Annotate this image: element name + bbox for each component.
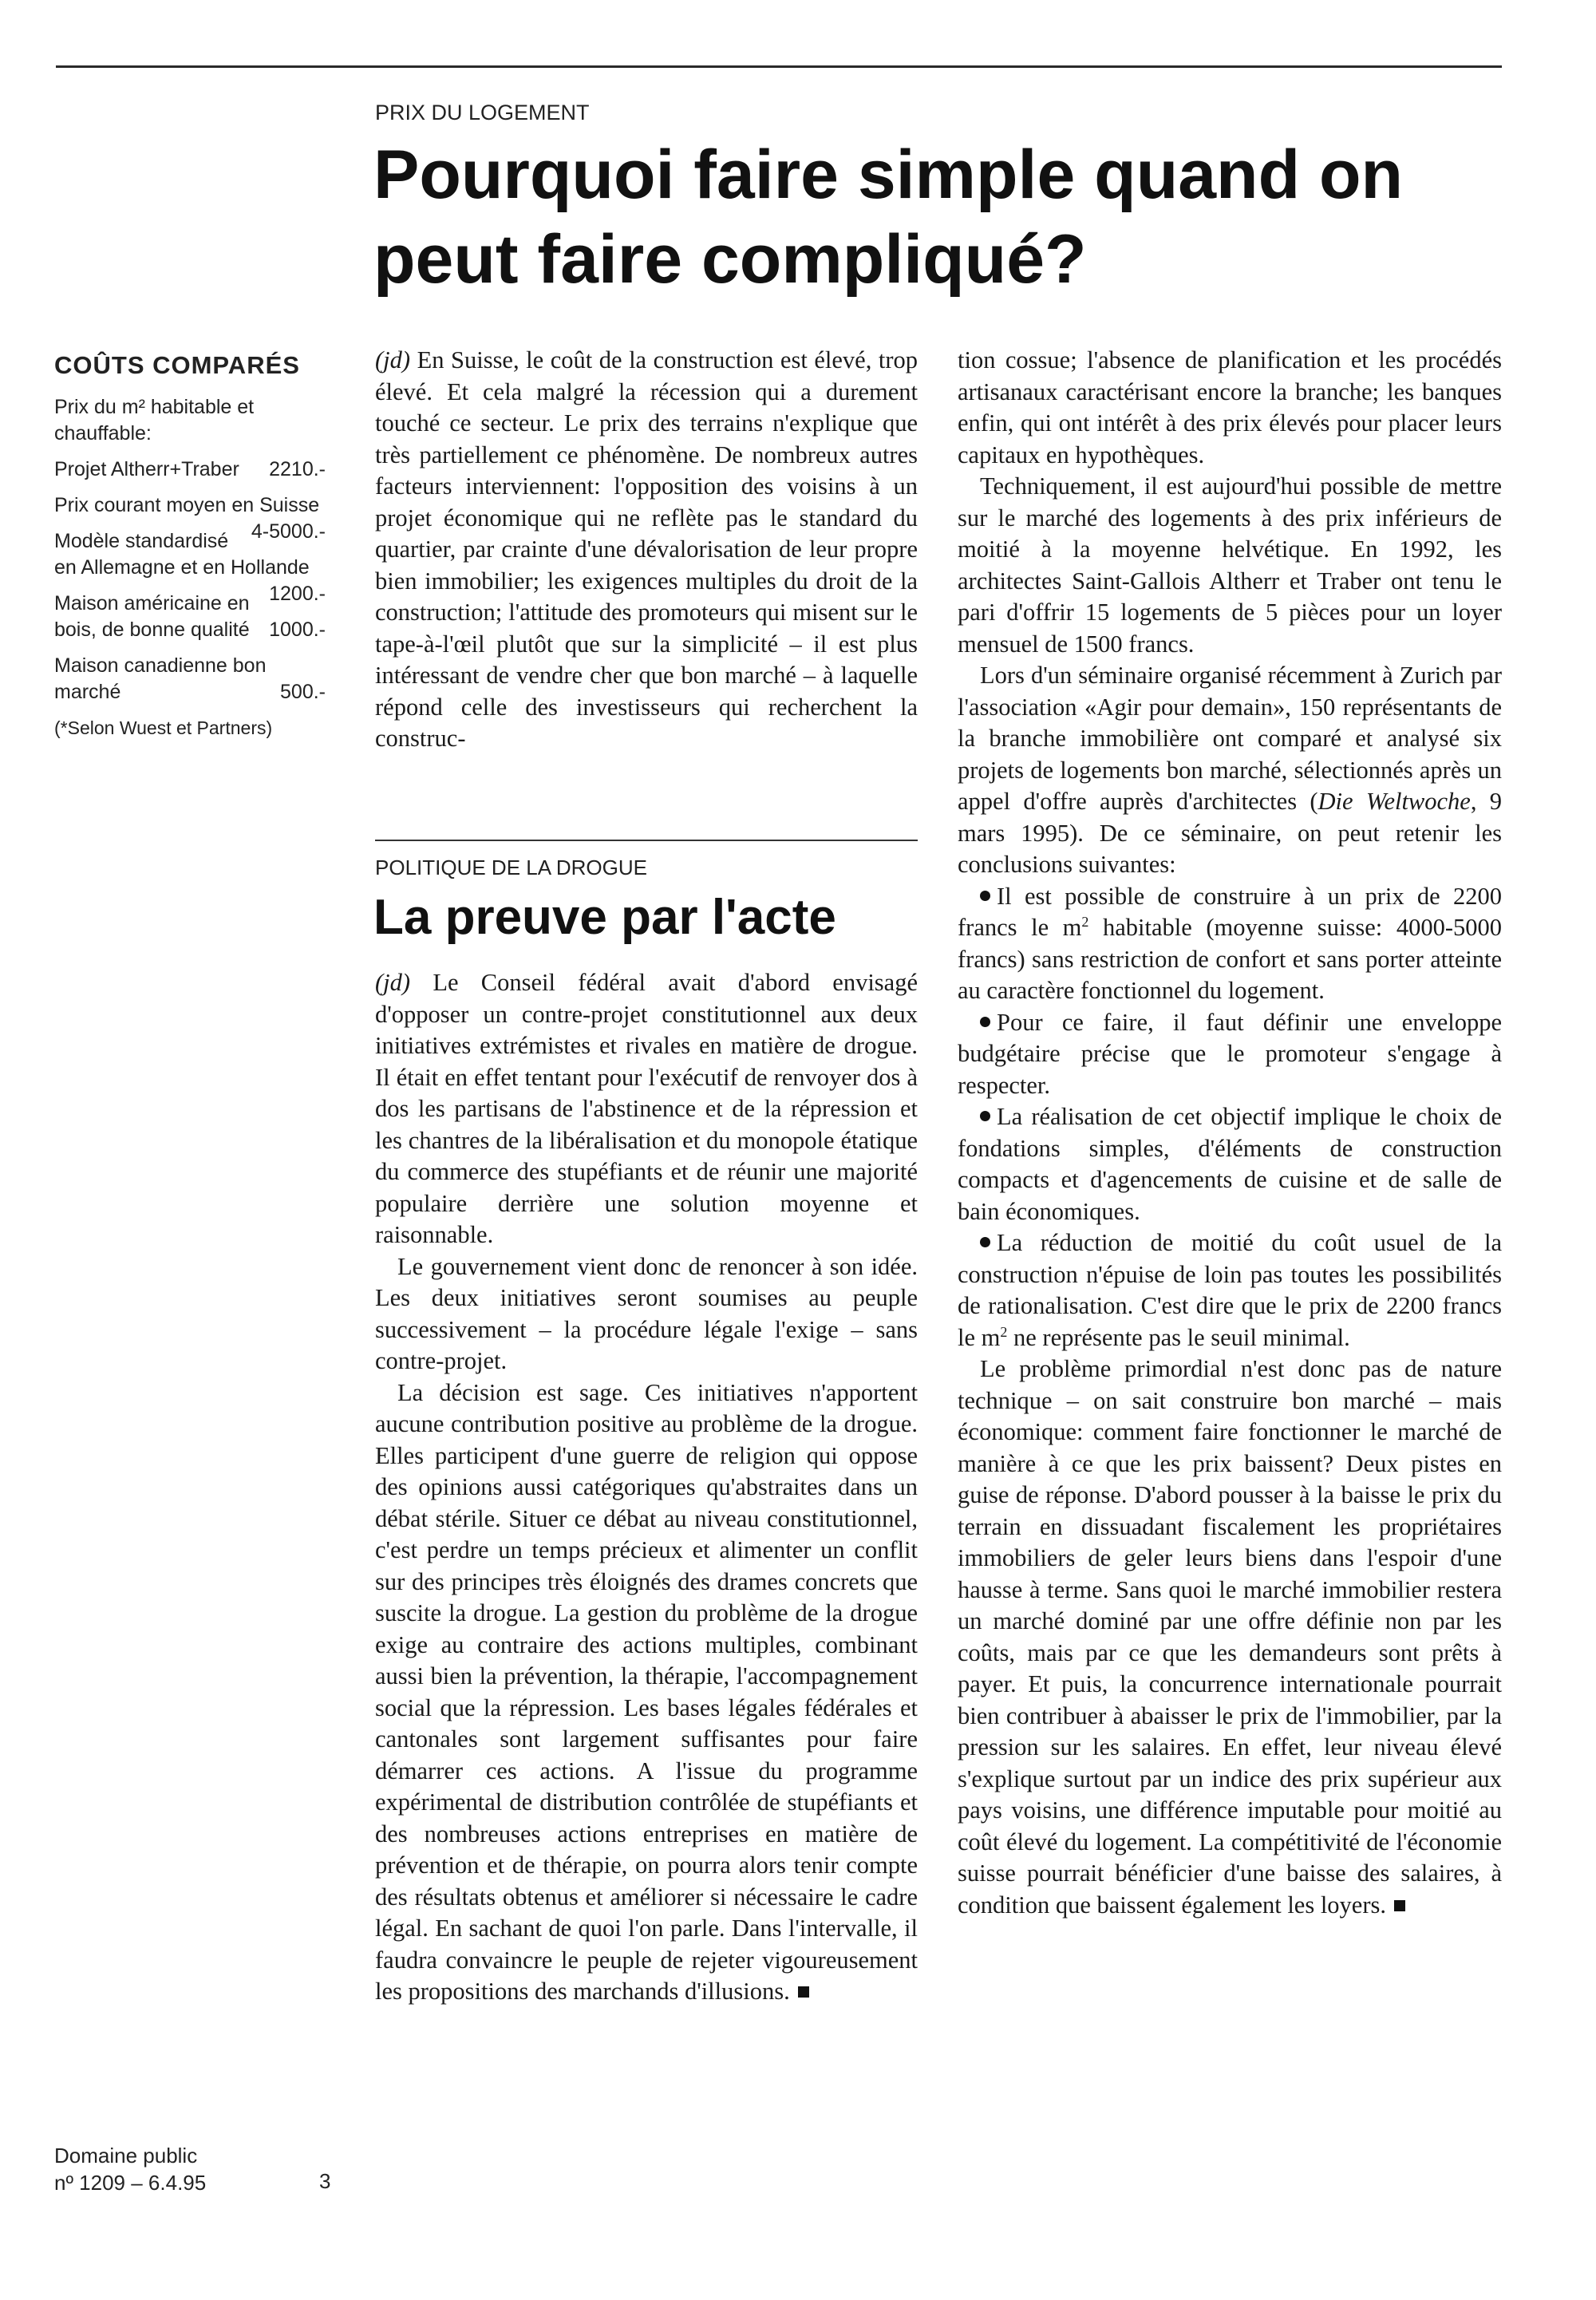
sidebar-item-value: 4-5000.- (251, 520, 326, 543)
paragraph-text: Lors d'un séminaire organisé récemment à Zurich par l'association «Agir pour demain», 150 représentants de la branche immobilière ont comparé et analysé six projets de logements bon marché, sélectionnés après un appel d'offre auprès d'architectes ( (958, 662, 1502, 815)
top-rule (56, 65, 1502, 68)
article1-kicker: PRIX DU LOGEMENT (375, 101, 590, 124)
sidebar-item-value: 1200.- (269, 583, 326, 605)
superscript: 2 (1000, 1323, 1008, 1340)
paragraph-text: ne représente pas le seuil minimal. (1007, 1323, 1350, 1351)
section-divider (375, 840, 918, 841)
sidebar-intro: Prix du m² habitable et chauffable: (54, 396, 255, 445)
sidebar-item-value: 2210.- (269, 458, 326, 480)
article1-column-1 (375, 345, 918, 755)
paragraph-text: Il est possible de construire à un prix de 2200 francs le m (958, 882, 1502, 941)
author-initials: (jd) (375, 346, 411, 373)
paragraph (958, 660, 1502, 881)
paragraph-text: habitable (moyenne suisse: 4000-5000 francs) sans restriction de confort et sans porter atteinte au caractère fonctionnel du logement. (958, 914, 1502, 1004)
page-number: 3 (319, 2169, 331, 2193)
bullet-icon (980, 1017, 990, 1027)
sidebar-item (54, 492, 326, 543)
sidebar-item-label: Modèle standardisé en Allemagne et en Hollande (54, 530, 310, 579)
paragraph-text: Le problème primordial n'est donc pas de nature technique – on sait construire bon marché – mais économique: comment faire fonctionner le marché de manière à ce que les prix baissent? Deux pistes en guise de réponse. D'abord pousser à la baisse le prix du terrain en dissuadant fiscalement les propriétaires immobiliers de geler leurs biens dans l'espoir d'une hausse à terme. Sans quoi le marché immobilier restera un marché dominé par une offre définie non par les coûts, mais par ce que les demandeurs sont prêts à payer. Et puis, la concurrence internationale pourrait bien contribuer à abaisser le prix de l'immobilier, par la pression sur les salaires. En effet, leur niveau élevé s'explique surtout par un indice des prix supérieur aux pays voisins, une différence imputable pour moitié au coût élevé du logement. La compétitivité de l'économie suisse pourrait bénéficier d'une baisse des salaires, à condition que baissent également les loyers. (958, 1355, 1502, 1919)
article2-body (375, 967, 918, 2008)
article1-column-2 (958, 345, 1502, 1921)
publication-footer (54, 2142, 342, 2196)
sidebar-item-label: Prix courant moyen en Suisse (54, 494, 320, 516)
paragraph (375, 967, 918, 1251)
paragraph-text: La réduction de moitié du coût usuel de la construction n'épuise de loin pas toutes les possibilités de rationalisation. C'est dire que le prix de 2200 francs le m (958, 1229, 1502, 1351)
paragraph-text: La réalisation de cet objectif implique le choix de fondations simples, d'éléments de construction compacts et d'agencements de cuisine et de salle de bain économiques. (958, 1103, 1502, 1225)
article1-title: Pourquoi faire simple quand on peut faire compliqué? (373, 136, 1404, 298)
bullet-paragraph (958, 1227, 1502, 1354)
paragraph: Le gouvernement vient donc de renoncer à son idée. Les deux initiatives seront soumises au peuple successivement – la procédure légale l'exige – sans contre-projet. (375, 1252, 918, 1374)
sidebar-item-label: Projet Altherr+Traber (54, 458, 239, 480)
issue-number: nº 1209 – 6.4.95 (54, 2171, 207, 2195)
sidebar-item-label: Maison américaine en bois, de bonne qualité (54, 592, 250, 641)
sidebar-item-label: Maison canadienne bon marché (54, 654, 267, 703)
superscript: 2 (1081, 913, 1089, 930)
end-mark-icon (1394, 1900, 1405, 1911)
sidebar-item-value: 500.- (280, 681, 326, 703)
bullet-paragraph (958, 881, 1502, 1007)
paragraph-text: Pour ce faire, il faut définir une enveloppe budgétaire précise que le promoteur s'engage à respecter. (958, 1008, 1502, 1099)
bullet-paragraph (958, 1101, 1502, 1227)
sidebar-item (54, 456, 326, 483)
bullet-icon (980, 1237, 990, 1247)
article2-kicker: POLITIQUE DE LA DROGUE (375, 856, 647, 879)
bullet-icon (980, 891, 990, 901)
sidebar-item (54, 653, 326, 705)
paragraph-text: , 9 mars 1995). De ce séminaire, on peut retenir les conclusions suivantes: (958, 788, 1502, 878)
paragraph-text: En Suisse, le coût de la construction est élevé, trop élevé. Et cela malgré la récession qui a durement touché ce secteur. Le prix des terrains n'explique que très partiellement ce phénomène. De nombreux autres facteurs interviennent: l'opposition des voisins à un projet économique qui ne reflète pas le standard du quartier, par crainte d'une dévalorisation de leur propre bien immobilier; les exigences multiples du droit de la construction; l'attitude des promoteurs qui misent sur le tape-à-l'œil plutôt que sur la simplicité – il est plus intéressant de vendre cher que bon marché – à laquelle répond celle des investisseurs qui recherchent la construc- (375, 346, 918, 752)
paragraph: Techniquement, il est aujourd'hui possible de mettre sur le marché des logements à des prix inférieurs de moitié à la moyenne helvétique. En 1992, les architectes Saint-Gallois Altherr et Traber ont tenu le pari d'offrir 15 logements de 5 pièces pour un loyer mensuel de 1500 francs. (958, 472, 1502, 658)
bullet-paragraph (958, 1007, 1502, 1102)
paragraph-text: Le Conseil fédéral avait d'abord envisagé d'opposer un contre-projet constitutionnel aux deux initiatives extrémistes et rivales en matière de drogue. Il était en effet tentant pour l'exécutif de renvoyer dos à dos les partisans de l'abstinence et de la répression et les chantres de la libéralisation et du monopole étatique du commerce des stupéfiants et de réunir une majorité populaire derrière une solution moyenne et raisonnable. (375, 969, 918, 1248)
sidebar-title: COÛTS COMPARÉS (54, 351, 300, 379)
sidebar-cost-comparison (54, 351, 326, 741)
source-citation: Die Weltwoche (1317, 788, 1471, 815)
paragraph (375, 1377, 918, 2008)
paragraph-text: La décision est sage. Ces initiatives n'apportent aucune contribution positive au problème de la drogue. Elles participent d'une guerre de religion qui oppose des opinions aussi catégoriques qu'abstraites dans un débat stérile. Situer ce débat au niveau constitutionnel, c'est perdre un temps précieux et alimenter un conflit sur des principes très éloignés des drames concrets que suscite la drogue. La gestion du problème de la drogue exige au contraire des actions multiples, combinant aussi bien la prévention, la thérapie, l'accompagnement social que la répression. Les bases légales fédérales et cantonales sont largement suffisantes pour faire démarrer ces actions. A l'issue du programme expérimental de distribution contrôlée de stupéfiants et des nombreuses actions entreprises en matière de prévention et de thérapie, on pourra alors tenir compte des résultats obtenus et améliorer si nécessaire le cadre légal. En sachant de quoi l'on parle. Dans l'intervalle, il faudra convaincre le peuple de rejeter vigoureusement les propositions des marchands d'illusions. (375, 1378, 918, 2005)
bullet-icon (980, 1111, 990, 1121)
article2-title: La preuve par l'acte (373, 890, 836, 945)
publication-name: Domaine public (54, 2144, 198, 2168)
paragraph (375, 345, 918, 755)
author-initials: (jd) (375, 969, 411, 996)
paragraph: tion cossue; l'absence de planification et les procédés artisanaux caractérisant encore la branche; les banques enfin, qui ont intérêt à des prix élevés pour placer leurs capitaux en hypothèques. (958, 346, 1502, 468)
end-mark-icon (798, 1986, 809, 1998)
sidebar-source-note: (*Selon Wuest et Partners) (54, 717, 273, 738)
paragraph (958, 1354, 1502, 1921)
sidebar-item-value: 1000.- (269, 618, 326, 641)
